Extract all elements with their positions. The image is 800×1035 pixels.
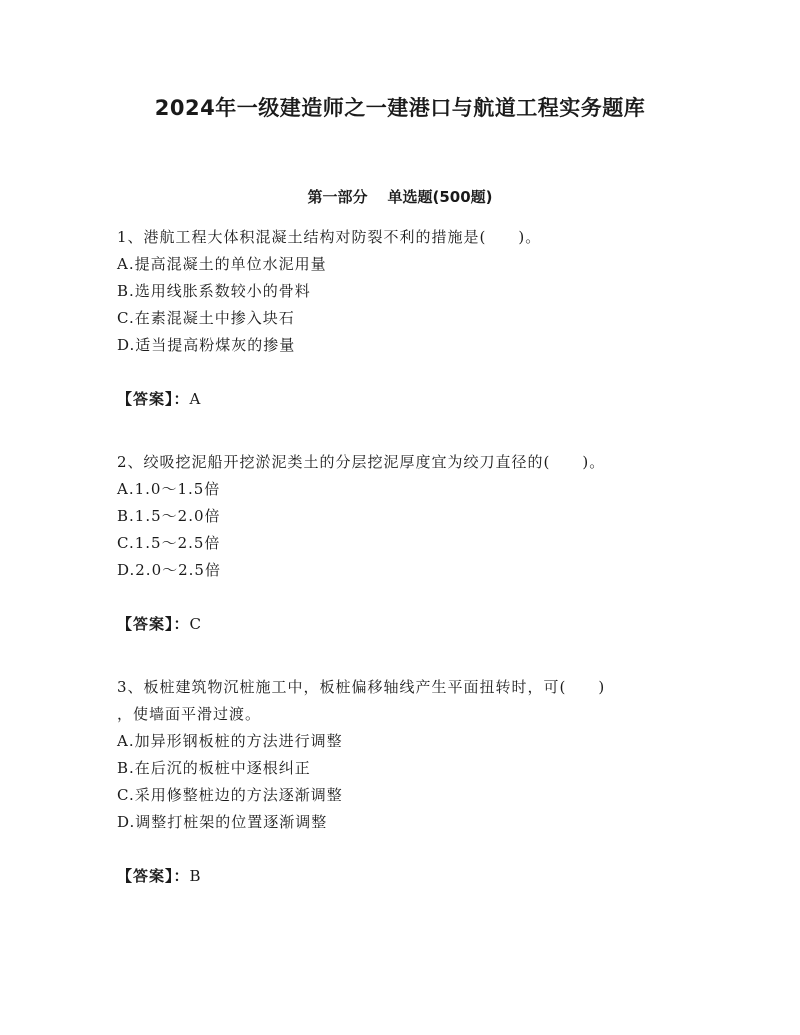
question-list <box>117 224 697 890</box>
question-text-continued: ，使墙面平滑过渡。 <box>117 705 262 723</box>
answer-label: 【答案】： <box>117 390 190 408</box>
section-name: 单选题(500题) <box>387 188 493 206</box>
answer-value: A <box>189 390 202 408</box>
option-c: C.在素混凝土中掺入块石 <box>117 309 295 327</box>
option-b: B.在后沉的板桩中逐根纠正 <box>117 759 311 777</box>
answer-value: C <box>189 615 202 633</box>
answer-line <box>117 386 697 413</box>
question-text: 2、绞吸挖泥船开挖淤泥类土的分层挖泥厚度宜为绞刀直径的( )。 <box>117 453 606 471</box>
option-b: B.选用线胀系数较小的骨料 <box>117 282 311 300</box>
option-a: A.1.0～1.5倍 <box>117 480 221 498</box>
answer-line <box>117 611 697 638</box>
option-a: A.加异形钢板桩的方法进行调整 <box>117 732 343 750</box>
option-d: D.2.0～2.5倍 <box>117 561 221 579</box>
option-d: D.适当提高粉煤灰的掺量 <box>117 336 296 354</box>
answer-value: B <box>189 867 202 885</box>
question-2 <box>117 449 697 674</box>
answer-line <box>117 863 697 890</box>
question-1 <box>117 224 697 449</box>
answer-label: 【答案】： <box>117 867 190 885</box>
option-d: D.调整打桩架的位置逐渐调整 <box>117 813 328 831</box>
question-text: 1、港航工程大体积混凝土结构对防裂不利的措施是( )。 <box>117 228 542 246</box>
document-title: 2024年一级建造师之一建港口与航道工程实务题库 <box>154 96 646 120</box>
answer-label: 【答案】： <box>117 615 190 633</box>
option-b: B.1.5～2.0倍 <box>117 507 221 525</box>
question-3 <box>117 674 697 890</box>
option-c: C.1.5～2.5倍 <box>117 534 221 552</box>
question-text: 3、板桩建筑物沉桩施工中，板桩偏移轴线产生平面扭转时，可( ) <box>117 678 606 696</box>
option-c: C.采用修整桩边的方法逐渐调整 <box>117 786 343 804</box>
section-heading <box>0 186 800 207</box>
option-a: A.提高混凝土的单位水泥用量 <box>117 255 327 273</box>
section-part: 第一部分 <box>307 188 368 206</box>
